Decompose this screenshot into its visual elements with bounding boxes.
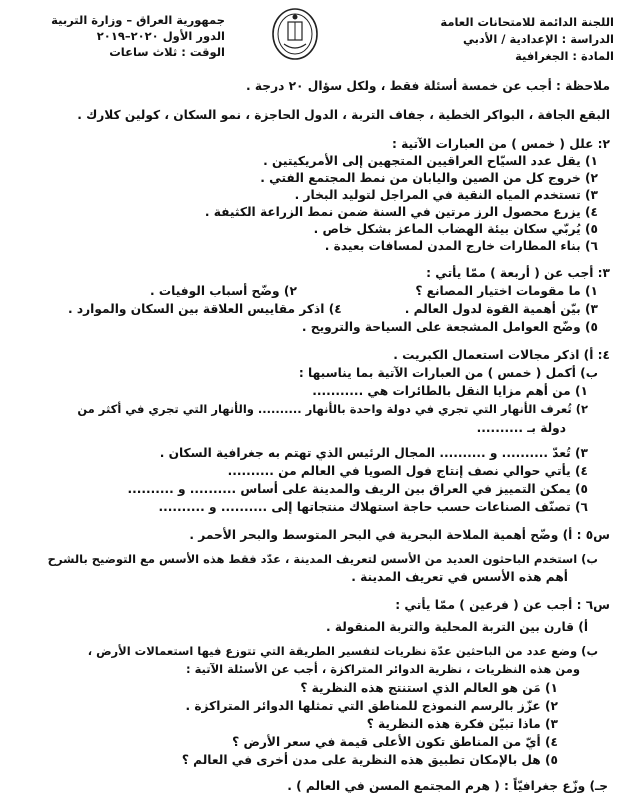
q4-fill-2: ٢) تُعرف الأنهار التي تجري في دولة واحدة بالأنهار .......... والأنهار التي تجري في أكثر من <box>77 402 588 416</box>
q4-fill-3: ٣) تُعدّ .......... و .......... المجال الرئيس الذي تهتم به جغرافية السكان . <box>159 446 588 460</box>
q6-b-item-2: ٢) عزّز بالرسم النموذج للمناطق التي تمثلها الدوائر المتراكزة . <box>185 699 558 713</box>
q3-heading: ٣: أجب عن ( أربعة ) ممّا يأتي : <box>426 266 610 280</box>
exam-duration: الوقت : ثلاث ساعات <box>109 45 225 59</box>
q6-b-item-5: ٥) هل بالإمكان تطبيق هذه النظرية على مدن أخرى في العالم ؟ <box>181 753 558 767</box>
q2-item-1: ١) يقل عدد السيّاح العراقيين المتجهين إلى الأمريكيتين . <box>263 154 598 168</box>
q6-b-item-1: ١) مَن هو العالم الذي استنتج هذه النظرية ؟ <box>300 681 558 695</box>
q3-item-1: ١) ما مقومات اختيار المصانع ؟ <box>415 284 598 298</box>
q3-item-4: ٤) اذكر مقاييس العلاقة بين السكان والموارد . <box>68 302 342 316</box>
q4-fill-5: ٥) يمكن التمييز في العراق بين الريف والمدينة على أساس .......... و .......... <box>127 482 588 496</box>
q2-item-2: ٢) خروج كل من الصين واليابان من نمط المجتمع الفتي . <box>260 171 598 185</box>
q4-part-b-heading: ب) أكمل ( خمس ) من العبارات الآتية بما يناسبها : <box>298 366 598 380</box>
ministry-name: جمهورية العراق – وزارة التربية <box>51 13 225 27</box>
exam-round: الدور الأول ٢٠٢٠–٢٠١٩ <box>96 29 225 43</box>
committee-name: اللجنة الدائمة للامتحانات العامة <box>440 15 614 29</box>
note-line: ملاحظة : أجب عن خمسة أسئلة فقط ، ولكل سؤال ٢٠ درجة . <box>246 79 610 93</box>
q4-fill-4: ٤) يأتي حوالي نصف إنتاج فول الصويا في العالم من .......... <box>227 464 588 478</box>
q6-b-item-3: ٣) ماذا تبيّن فكرة هذه النظرية ؟ <box>366 717 558 731</box>
q6-b-item-4: ٤) أيّ من المناطق تكون الأعلى قيمة في سعر الأرض ؟ <box>232 735 558 749</box>
study-branch: الدراسة : الإعدادية / الأدبي <box>462 32 614 46</box>
q6-part-c: جـ) وزّع جغرافيّاً : ( هرم المجتمع المسن في العالم ) . <box>287 779 608 793</box>
q2-heading: ٢: علل ( خمس ) من العبارات الآتية : <box>392 137 610 151</box>
q2-item-5: ٥) يُربّي سكان بيئة الهضاب الماعز بشكل خاص . <box>313 222 598 236</box>
subject: المادة : الجغرافية <box>515 49 614 63</box>
q6-part-b: ب) وضع عدد من الباحثين عدّة نظريات لتفسير الطريقة التي تتوزع فيها استعمالات الأرض ، <box>87 644 598 658</box>
q5-part-b: ب) استخدم الباحثون العديد من الأسس لتعريف المدينة ، عدّد فقط هذه الأسس مع التوضيح بالشرح <box>47 552 598 566</box>
q2-item-6: ٦) بناء المطارات خارج المدن لمسافات بعيدة . <box>324 239 598 253</box>
header-left <box>20 12 225 60</box>
q4-part-a: ٤: أ) اذكر مجالات استعمال الكبريت . <box>393 348 610 362</box>
q3-item-2: ٢) وضّح أسباب الوفيات . <box>150 284 297 298</box>
ministry-seal-icon <box>270 6 320 62</box>
q4-fill-6: ٦) تصنّف الصناعات حسب حاجة استهلاك منتجاتها إلى .......... و .......... <box>158 500 588 514</box>
q1-terms: البقع الجافة ، البواكر الخطية ، جفاف التربة ، الدول الحاجزة ، نمو السكان ، كولين كلارك . <box>77 108 610 122</box>
q4-fill-1: ١) من أهم مزايا النقل بالطائرات هي ........... <box>312 384 588 398</box>
q6-heading: س٦ : أجب عن ( فرعين ) ممّا يأتي : <box>395 598 610 612</box>
q5-part-a: س٥ : أ) وضّح أهمية الملاحة البحرية في البحر المتوسط والبحر الأحمر . <box>189 528 610 542</box>
q2-item-4: ٤) يزرع محصول الرز مرتين في السنة ضمن نمط الزراعة الكثيفة . <box>204 205 598 219</box>
q3-item-5: ٥) وضّح العوامل المشجعة على السياحة والترويح . <box>301 320 598 334</box>
q5-part-b-cont: أهم هذه الأسس في تعريف المدينة . <box>351 570 568 584</box>
q2-item-3: ٣) تستخدم المياه النقية في المراجل لتوليد البخار . <box>294 188 598 202</box>
q6-part-a: أ) قارن بين التربة المحلية والتربة المنقولة . <box>325 620 588 634</box>
q6-part-b-cont: ومن هذه النظريات ، نظرية الدوائر المتراكزة ، أجب عن الأسئلة الآتية : <box>185 662 580 676</box>
q4-fill-2-cont: دولة بـ .......... <box>476 421 566 435</box>
q3-item-3: ٣) بيّن أهمية القوة لدول العالم . <box>404 302 598 316</box>
header-right <box>384 14 614 65</box>
